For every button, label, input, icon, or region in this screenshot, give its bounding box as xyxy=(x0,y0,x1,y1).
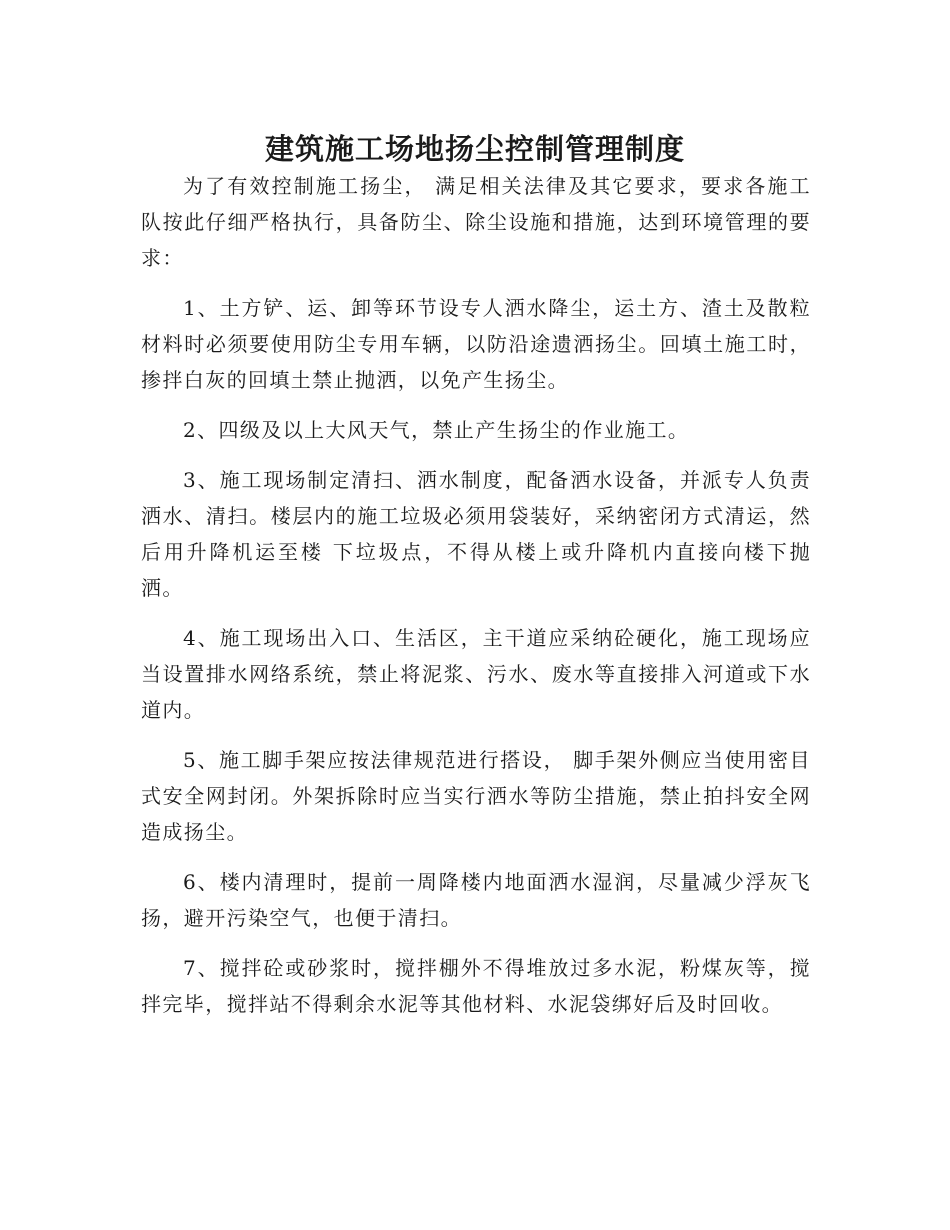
rule-paragraph-3: 3、施工现场制定清扫、洒水制度，配备洒水设备，并派专人负责洒水、清扫。楼层内的施工垃圾必须用袋装好，采纳密闭方式清运，然后用升降机运至楼 下垃圾点，不得从楼上或升降机内直接向楼下抛洒。 xyxy=(141,468,811,600)
rule-paragraph-1: 1、土方铲、运、卸等环节设专人洒水降尘，运土方、渣土及散粒材料时必须要使用防尘专用车辆，以防沿途遗洒扬尘。回填土施工时，掺拌白灰的回填土禁止抛洒，以免产生扬尘。 xyxy=(141,296,811,392)
rule-paragraph-2: 2、四级及以上大风天气，禁止产生扬尘的作业施工。 xyxy=(183,418,690,442)
document-title: 建筑施工场地扬尘控制管理制度 xyxy=(264,132,685,167)
document-body xyxy=(141,168,811,1022)
rule-paragraph-7: 7、搅拌砼或砂浆时，搅拌棚外不得堆放过多水泥，粉煤灰等，搅拌完毕，搅拌站不得剩余水泥等其他材料、水泥袋绑好后及时回收。 xyxy=(141,956,811,1016)
rule-paragraph-4: 4、施工现场出入口、生活区，主干道应采纳砼硬化，施工现场应当设置排水网络系统，禁止将泥浆、污水、废水等直接排入河道或下水道内。 xyxy=(141,626,811,722)
rule-paragraph-5: 5、施工脚手架应按法律规范进行搭设， 脚手架外侧应当使用密目式安全网封闭。外架拆除时应当实行洒水等防尘措施，禁止拍抖安全网造成扬尘。 xyxy=(141,748,811,844)
intro-paragraph: 为了有效控制施工扬尘， 满足相关法律及其它要求，要求各施工队按此仔细严格执行，具备防尘、除尘设施和措施，达到环境管理的要求： xyxy=(141,174,811,270)
rule-paragraph-6: 6、楼内清理时，提前一周降楼内地面洒水湿润，尽量减少浮灰飞扬，避开污染空气，也便于清扫。 xyxy=(141,870,811,930)
